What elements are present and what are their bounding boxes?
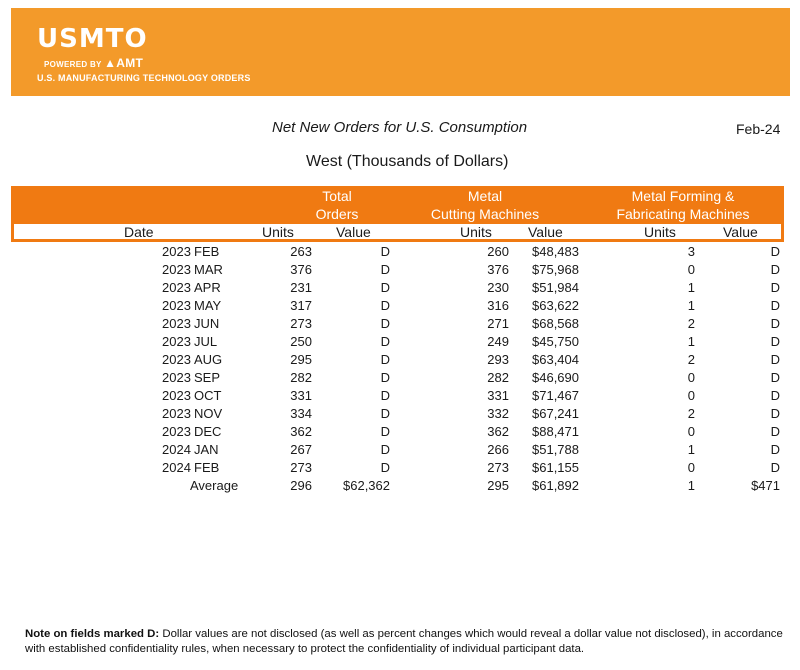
row-cutting-value: $63,622 (532, 298, 579, 313)
row-total-value: D (380, 370, 390, 385)
row-total-value: D (380, 316, 390, 331)
row-total-value: D (380, 406, 390, 421)
row-forming-units: 0 (687, 388, 695, 403)
row-month: MAY (194, 298, 222, 313)
row-year: 2023 (162, 280, 191, 295)
row-forming-units: 1 (687, 280, 695, 295)
table-row (0, 368, 800, 386)
table-row (0, 386, 800, 404)
row-cutting-value: $46,690 (532, 370, 579, 385)
table-row (0, 440, 800, 458)
row-cutting-units: 332 (487, 406, 509, 421)
row-month: JUL (194, 334, 218, 349)
row-cutting-value: $48,483 (532, 244, 579, 259)
row-forming-value: D (770, 280, 780, 295)
table-row (0, 422, 800, 440)
row-forming-value: D (770, 334, 780, 349)
row-year: 2023 (162, 388, 191, 403)
powered-by-text: POWERED BY (44, 60, 102, 69)
report-title: Net New Orders for U.S. Consumption (272, 119, 528, 136)
table-row (0, 458, 800, 476)
row-total-value: D (380, 334, 390, 349)
report-period: Feb-24 (736, 121, 781, 137)
row-total-units: 273 (290, 316, 312, 331)
note-text: Dollar values are not disclosed (as well as percent changes which would reveal a dollar value not disclosed), in accordance with established confidentiality rules, when necessary to protect the confidentiality of individual participant data. (25, 628, 783, 655)
table-row (0, 314, 800, 332)
powered-by-logo (44, 56, 143, 70)
row-month: AUG (194, 352, 223, 367)
row-total-value: D (380, 442, 390, 457)
row-cutting-value: $88,471 (532, 424, 579, 439)
row-total-value: D (380, 424, 390, 439)
row-forming-units: 3 (687, 244, 695, 259)
row-forming-units: 1 (687, 442, 695, 457)
row-cutting-value: $68,568 (532, 316, 579, 331)
average-total-value: $62,362 (343, 478, 390, 493)
row-forming-units: 2 (687, 316, 695, 331)
row-month: SEP (194, 370, 221, 385)
row-cutting-units: 260 (487, 244, 509, 259)
row-forming-value: D (770, 460, 780, 475)
row-cutting-units: 331 (487, 388, 509, 403)
average-cutting-units: 295 (487, 478, 509, 493)
row-forming-value: D (770, 298, 780, 313)
row-forming-units: 0 (687, 262, 695, 277)
row-forming-units: 1 (687, 334, 695, 349)
row-forming-value: D (770, 262, 780, 277)
row-total-value: D (380, 280, 390, 295)
row-total-value: D (380, 244, 390, 259)
row-month: JAN (194, 442, 219, 457)
row-total-units: 231 (290, 280, 312, 295)
group-forming-line2: Fabricating Machines (616, 206, 750, 222)
row-total-units: 376 (290, 262, 312, 277)
row-total-units: 250 (290, 334, 312, 349)
row-forming-units: 1 (687, 298, 695, 313)
row-total-value: D (380, 388, 390, 403)
col-header-cutting-value: Value (528, 224, 563, 240)
row-year: 2023 (162, 262, 191, 277)
row-year: 2023 (162, 244, 191, 259)
table-row (0, 278, 800, 296)
average-forming-units: 1 (687, 478, 695, 493)
row-total-units: 263 (290, 244, 312, 259)
row-forming-units: 0 (687, 424, 695, 439)
row-cutting-units: 249 (487, 334, 509, 349)
row-forming-value: D (770, 424, 780, 439)
row-forming-value: D (770, 406, 780, 421)
brand-subtitle: U.S. MANUFACTURING TECHNOLOGY ORDERS (37, 73, 251, 83)
average-row (0, 476, 800, 494)
row-forming-units: 0 (687, 460, 695, 475)
row-total-units: 282 (290, 370, 312, 385)
average-cutting-value: $61,892 (532, 478, 579, 493)
row-year: 2023 (162, 370, 191, 385)
row-year: 2024 (162, 442, 191, 457)
row-cutting-value: $75,968 (532, 262, 579, 277)
col-header-cutting-units: Units (460, 224, 492, 240)
table-row (0, 260, 800, 278)
row-forming-value: D (770, 352, 780, 367)
row-month: OCT (194, 388, 222, 403)
col-header-forming-units: Units (644, 224, 676, 240)
amt-logo-text: AMT (116, 56, 144, 70)
group-cutting-line1: Metal (467, 188, 503, 204)
row-forming-value: D (770, 370, 780, 385)
row-forming-units: 0 (687, 370, 695, 385)
table-row (0, 296, 800, 314)
average-forming-value: $471 (751, 478, 780, 493)
row-total-units: 317 (290, 298, 312, 313)
row-cutting-units: 282 (487, 370, 509, 385)
row-cutting-units: 266 (487, 442, 509, 457)
row-forming-value: D (770, 244, 780, 259)
row-month: FEB (194, 460, 220, 475)
col-header-date: Date (124, 224, 154, 240)
col-header-total-units: Units (262, 224, 294, 240)
row-year: 2023 (162, 316, 191, 331)
row-cutting-units: 376 (487, 262, 509, 277)
row-cutting-units: 293 (487, 352, 509, 367)
group-metal-forming (603, 187, 763, 223)
row-cutting-value: $67,241 (532, 406, 579, 421)
confidentiality-note (25, 627, 785, 657)
row-total-units: 334 (290, 406, 312, 421)
row-cutting-value: $51,984 (532, 280, 579, 295)
row-total-units: 362 (290, 424, 312, 439)
row-cutting-units: 271 (487, 316, 509, 331)
row-cutting-units: 362 (487, 424, 509, 439)
row-month: MAR (194, 262, 223, 277)
group-forming-line1: Metal Forming & (631, 188, 735, 204)
row-year: 2023 (162, 334, 191, 349)
row-forming-value: D (770, 316, 780, 331)
row-total-units: 295 (290, 352, 312, 367)
col-header-total-value: Value (336, 224, 371, 240)
row-month: DEC (194, 424, 222, 439)
row-cutting-units: 273 (487, 460, 509, 475)
row-cutting-value: $51,788 (532, 442, 579, 457)
row-year: 2023 (162, 424, 191, 439)
group-total-orders (262, 187, 412, 223)
row-year: 2023 (162, 352, 191, 367)
row-total-units: 273 (290, 460, 312, 475)
group-total-line2: Orders (315, 206, 359, 222)
row-total-units: 331 (290, 388, 312, 403)
group-total-line1: Total (322, 188, 352, 204)
col-header-forming-value: Value (723, 224, 758, 240)
average-label: Average (190, 478, 239, 493)
row-total-value: D (380, 298, 390, 313)
row-total-value: D (380, 352, 390, 367)
row-cutting-value: $63,404 (532, 352, 579, 367)
row-total-value: D (380, 460, 390, 475)
row-cutting-value: $45,750 (532, 334, 579, 349)
row-forming-units: 2 (687, 406, 695, 421)
row-forming-value: D (770, 442, 780, 457)
group-metal-cutting (420, 187, 550, 223)
table-row (0, 404, 800, 422)
row-month: APR (194, 280, 221, 295)
row-month: NOV (194, 406, 223, 421)
row-cutting-units: 316 (487, 298, 509, 313)
row-total-value: D (380, 262, 390, 277)
table-row (0, 350, 800, 368)
row-year: 2023 (162, 298, 191, 313)
row-forming-value: D (770, 388, 780, 403)
row-year: 2023 (162, 406, 191, 421)
region-title: West (Thousands of Dollars) (306, 153, 509, 170)
group-cutting-line2: Cutting Machines (430, 206, 540, 222)
row-year: 2024 (162, 460, 191, 475)
header-banner (11, 8, 790, 96)
row-month: FEB (194, 244, 220, 259)
table-row (0, 332, 800, 350)
row-month: JUN (194, 316, 220, 331)
row-cutting-units: 230 (487, 280, 509, 295)
amt-logo: ▲AMT (104, 56, 144, 70)
table-row (0, 242, 800, 260)
note-label: Note on fields marked D: (25, 628, 160, 640)
row-cutting-value: $61,155 (532, 460, 579, 475)
row-forming-units: 2 (687, 352, 695, 367)
average-total-units: 296 (290, 478, 312, 493)
row-total-units: 267 (290, 442, 312, 457)
usmto-logo: USMTO (37, 24, 148, 54)
row-cutting-value: $71,467 (532, 388, 579, 403)
